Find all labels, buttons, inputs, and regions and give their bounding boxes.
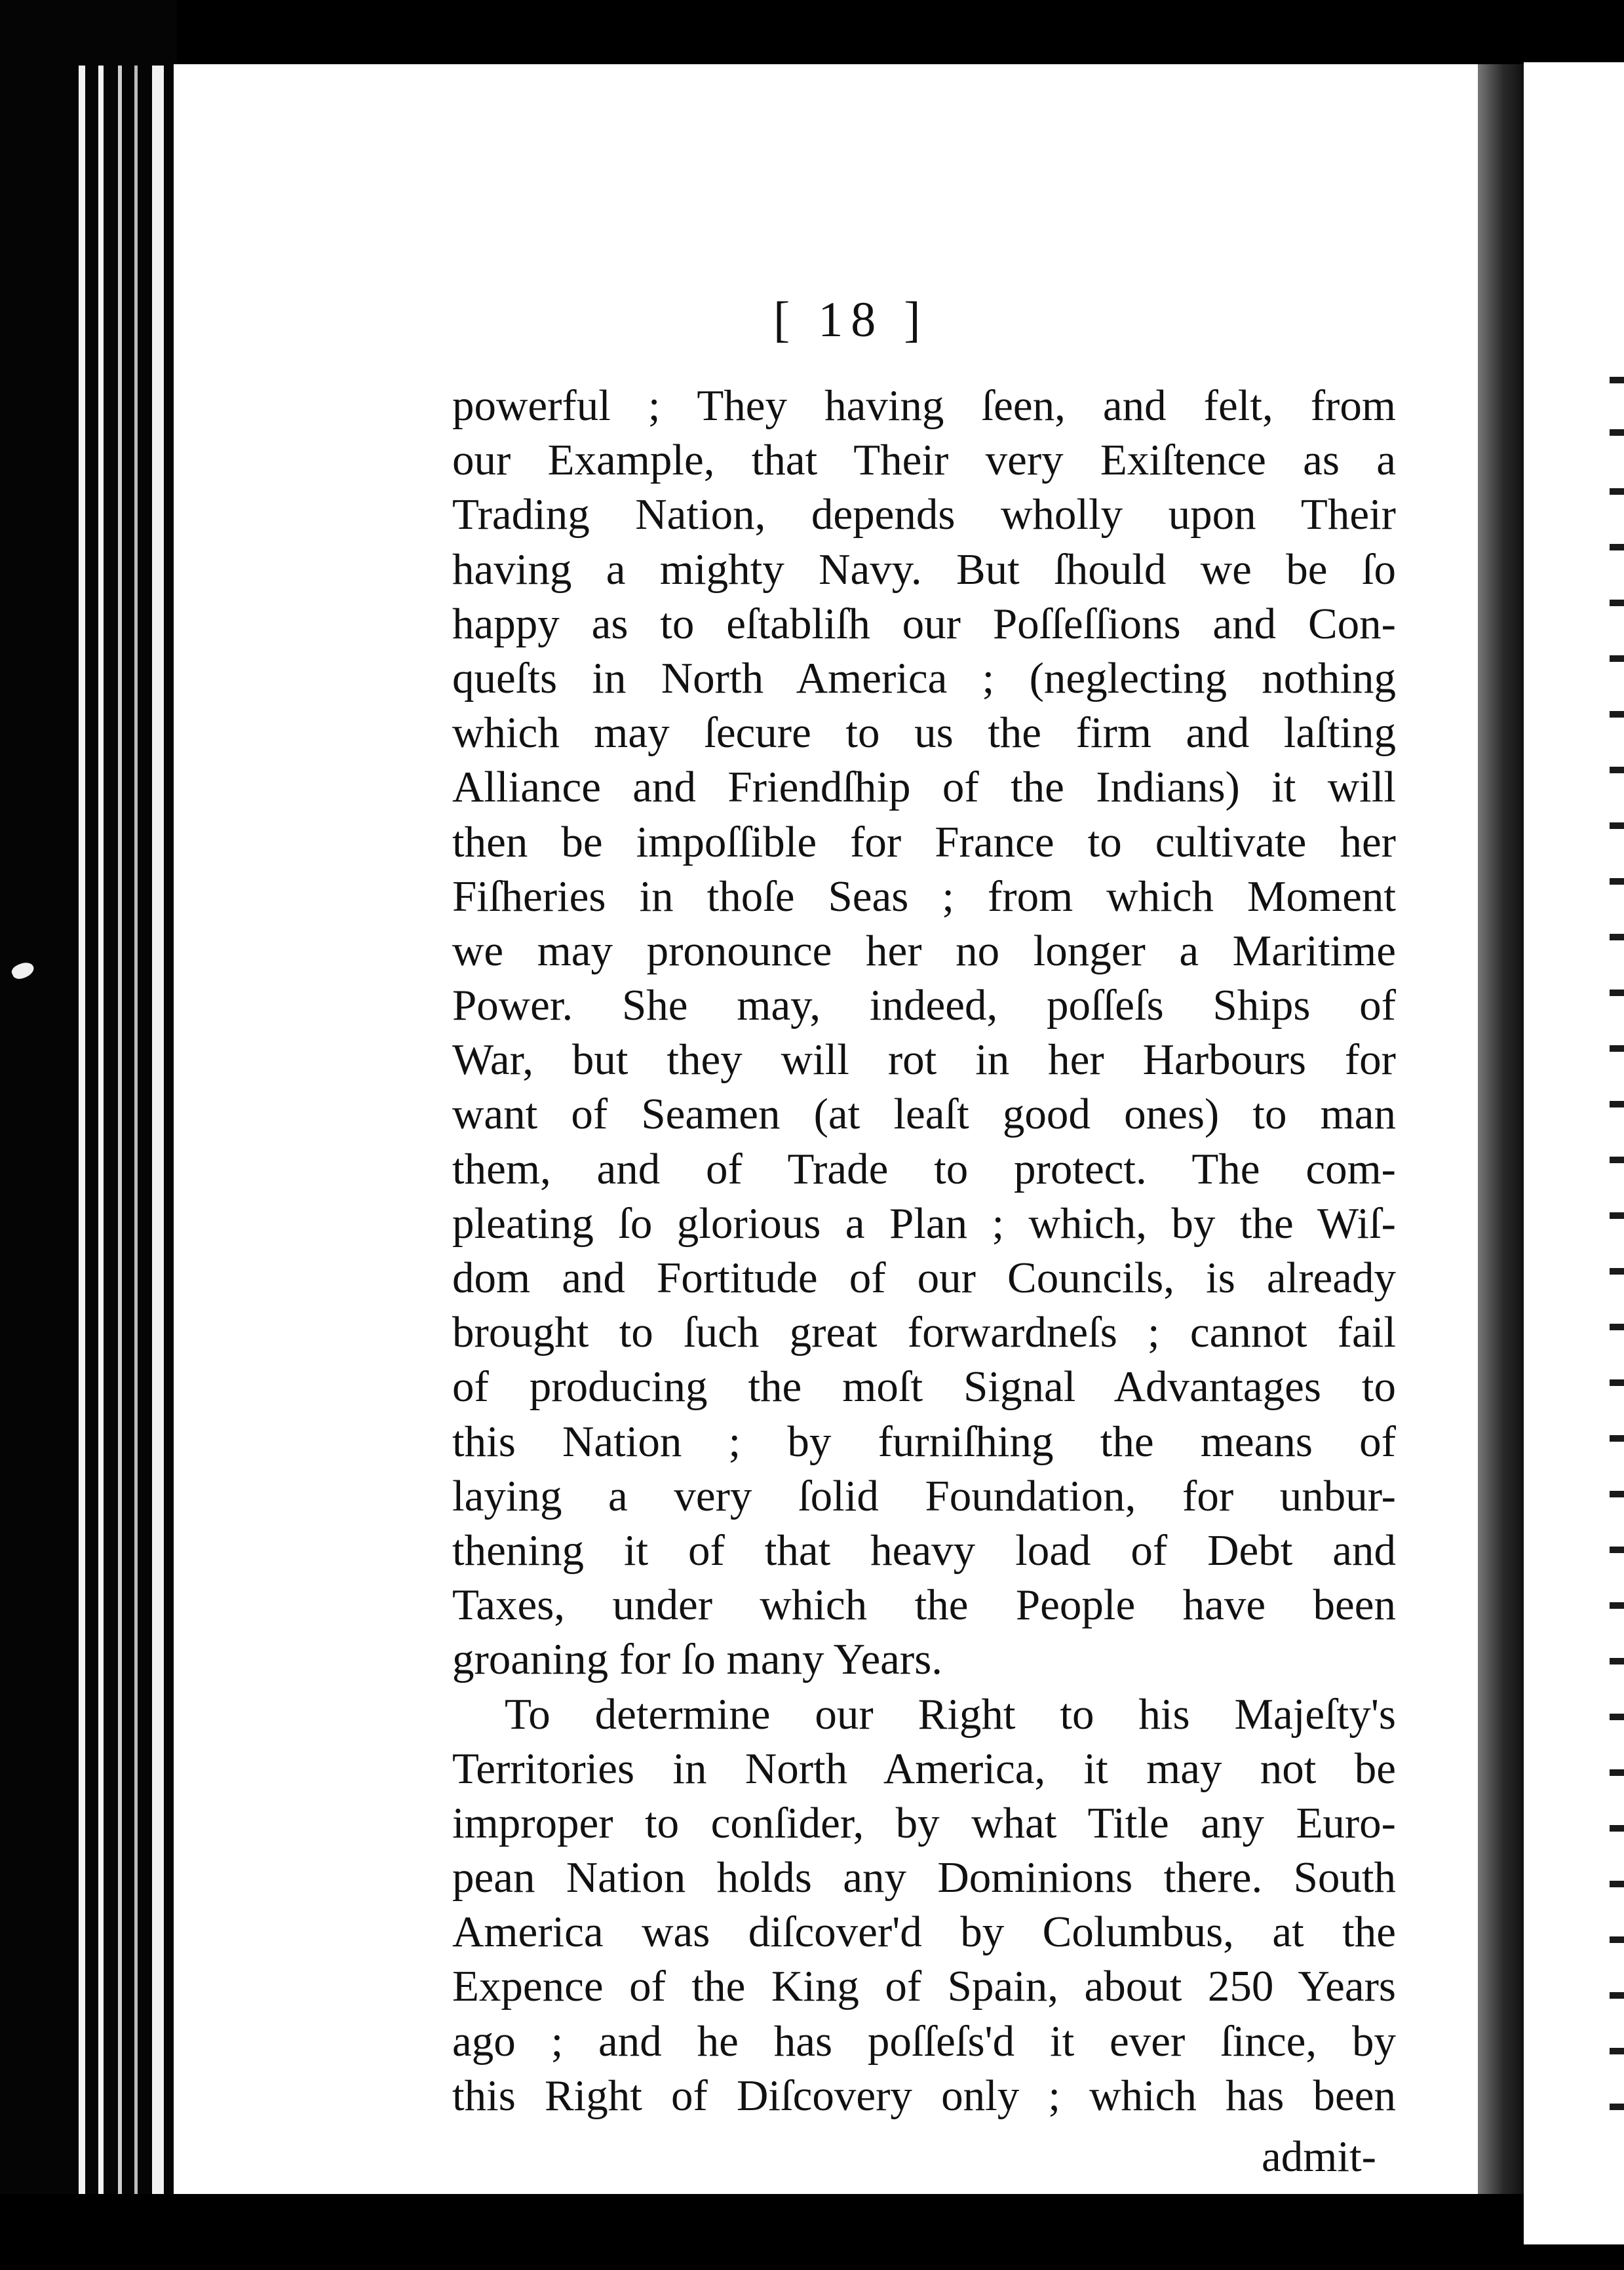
page-edge-strip	[134, 66, 138, 2195]
text-line: having a mighty Navy. But ſhould we be ſo	[452, 545, 1396, 594]
text-line: them, and of Trade to protect. The com-	[452, 1144, 1396, 1193]
catchword: admit-	[1262, 2132, 1376, 2181]
page-number: [ 18 ]	[773, 292, 929, 347]
body-text	[452, 379, 1396, 2123]
page-edge-strip	[118, 66, 122, 2195]
text-line: want of Seamen (at leaſt good ones) to man	[452, 1090, 1396, 1139]
text-line: then be impoſſible for France to cultivate her	[452, 817, 1396, 866]
text-line: laying a very ſolid Foundation, for unbur-	[452, 1471, 1396, 1520]
page-edge-strip	[152, 66, 164, 2195]
text-line: Fiſheries in thoſe Seas ; from which Moment	[452, 872, 1396, 921]
text-line: dom and Fortitude of our Councils, is already	[452, 1254, 1396, 1302]
text-line: Power. She may, indeed, poſſeſs Ships of	[452, 981, 1396, 1030]
facing-page-edge	[1524, 62, 1624, 2244]
text-line: brought to ſuch great forwardneſs ; cannot fail	[452, 1308, 1396, 1357]
text-line: pleating ſo glorious a Plan ; which, by the Wiſ-	[452, 1199, 1396, 1248]
text-line: which may ſecure to us the firm and laſting	[452, 708, 1396, 758]
text-line: Expence of the King of Spain, about 250 Years	[452, 1962, 1396, 2011]
text-line: we may pronounce her no longer a Maritime	[452, 926, 1396, 975]
text-line: Alliance and Friendſhip of the Indians) it will	[452, 763, 1396, 812]
text-line: Taxes, under which the People have been	[452, 1581, 1396, 1630]
text-line: ago ; and he has poſſeſs'd it ever ſince, by	[452, 2016, 1396, 2066]
text-line: To determine our Right to his Majeſty's	[505, 1689, 1396, 1739]
page-edge-strip	[98, 66, 104, 2195]
text-line: of producing the moſt Signal Advantages to	[452, 1362, 1396, 1412]
text-line: pean Nation holds any Dominions there. South	[452, 1853, 1396, 1902]
gutter-shadow	[1478, 64, 1524, 2194]
text-line: this Right of Diſcovery only ; which has been	[452, 2071, 1396, 2120]
text-line: this Nation ; by furniſhing the means of	[452, 1417, 1396, 1466]
text-line: Territories in North America, it may not be	[452, 1744, 1396, 1793]
text-line: happy as to eſtabliſh our Poſſeſſions and Con-	[452, 599, 1396, 648]
text-line: thening it of that heavy load of Debt and	[452, 1526, 1396, 1575]
book-spine-edge	[0, 0, 177, 2270]
text-line: powerful ; They having ſeen, and felt, from	[452, 381, 1396, 430]
text-line: War, but they will rot in her Harbours for	[452, 1035, 1396, 1085]
page-edge-strip	[79, 66, 85, 2195]
text-line: groaning for ſo many Years.	[452, 1635, 943, 1684]
scan-bottom-border	[0, 2194, 1524, 2270]
text-line: our Example, that Their very Exiſtence as a	[452, 436, 1396, 485]
text-line: America was diſcover'd by Columbus, at the	[452, 1908, 1396, 1957]
text-line: queſts in North America ; (neglecting nothing	[452, 653, 1396, 702]
text-line: improper to conſider, by what Title any Euro-	[452, 1798, 1396, 1847]
text-line: Trading Nation, depends wholly upon Their	[452, 490, 1396, 539]
